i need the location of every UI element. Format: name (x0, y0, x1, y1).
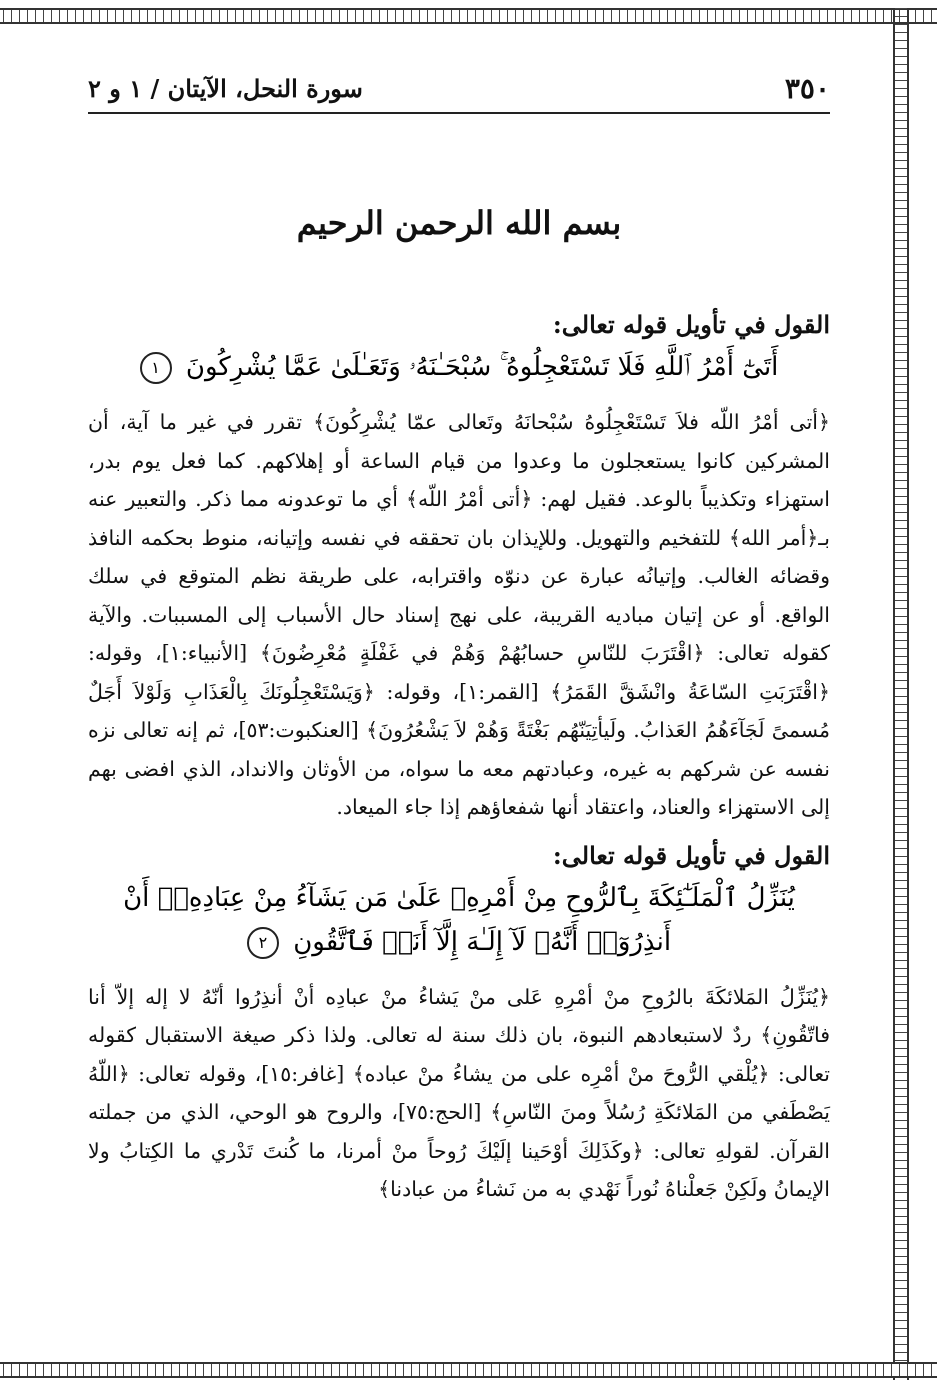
verse-number-badge: ١ (140, 352, 172, 384)
page-number: ٣٥٠ (784, 72, 830, 105)
decorative-border-top (0, 8, 937, 24)
verse-text: يُنَزِّلُ ٱلْمَلَـٰٓئِكَةَ بِٱلرُّوحِ مِنْ أَمْرِهِۦ عَلَىٰ مَن يَشَآءُ مِنْ عِبَادِهِۦٓ أَنْ أَنذِرُوٓا۟ أَنَّهُۥ لَآ إِلَـٰهَ إِلَّآ أَنَا۠ فَٱتَّقُونِ (123, 882, 795, 957)
quran-verse-2 (88, 876, 830, 964)
commentary-paragraph-1: ﴿أتى أمْرُ اللّه فلاَ تَسْتَعْجِلُوهُ سُبْحانَهُ وتَعالى عمّا يُشْرِكُونَ﴾ تقرر في غير ما آية، أن المشركين كانوا يستعجلون ما وعدوا من قيام الساعة أو إهلاكهم. كما فعل يوم بدر، استهزاء وتكذيباً بالوعد. فقيل لهم: ﴿أتى أمْرُ اللّه﴾ أي ما توعدونه مما ذكر. والتعبير عنه بـ﴿أمر الله﴾ للتفخيم والتهويل. وللإيذان بان تحققه في نفسه وإتيانه، منوط بحكمه النافذ وقضائه الغالب. وإتيانُه عبارة عن دنوّه واقترابه، على طريقة نظم المتوقع في سلك الواقع. أو عن إتيان مباديه القريبة، على نهج إسناد حال الأسباب إلى المسببات. والآية كقوله تعالى: ﴿اقْتَرَبَ للنّاسِ حسابُهُمْ وَهُمْ في غَفْلَةٍ مُعْرِضُونَ﴾ [الأنبياء:١]، وقوله: ﴿اقْتَرَبَتِ السّاعَةُ وانْشَقَّ القَمَرُ﴾ [القمر:١]، وقوله: ﴿وَيَسْتَعْجِلُونَكَ بِالْعَذَابِ وَلَوْلاَ أَجَلٌ مُسمىً لَجَآءَهُمُ العَذابُ. ولَيأتِيَنّهُم بَغْتَةً وَهُمْ لاَ يَشْعُرُونَ﴾ [العنكبوت:٥٣]، ثم إنه تعالى نزه نفسه عن شركهم به غيره، وعبادتهم معه ما سواه، من الأوثان والانداد، الذي افضى بهم إلى الاستهزاء والعناد، واعتقاد أنها شفعاؤهم إذا جاء الميعاد. (88, 410, 831, 819)
verse-text: أَتَىٰٓ أَمْرُ ٱللَّهِ فَلَا تَسْتَعْجِلُوهُ ۚ سُبْحَـٰنَهُۥ وَتَعَـٰلَىٰ عَمَّا يُشْرِكُونَ (185, 352, 779, 382)
book-page (88, 60, 830, 1209)
quran-verse-1 (88, 345, 830, 389)
running-title: سورة النحل، الآيتان / ١ و ٢ (88, 74, 363, 103)
section-heading-2: القول في تأويل قوله تعالى: (552, 840, 830, 870)
basmala-heading: بسم الله الرحمن الرحيم (296, 204, 622, 242)
decorative-border-bottom (0, 1362, 937, 1378)
section-heading-1: القول في تأويل قوله تعالى: (552, 310, 830, 339)
page-header (88, 60, 830, 114)
decorative-border-right (893, 8, 909, 1380)
commentary-paragraph-2: ﴿يُنَزِّلُ المَلائكَةَ بالرُوحِ منْ أمْرِهِ عَلى منْ يَشاءُ منْ عبادِه أنْ أنذِرُوا أنّهُ لا إله إلاّ أنا فاتّقُونِ﴾ ردٌ لاستبعادهم النبوة، بان ذلك سنة له تعالى. ولذا ذكر صيغة الاستقبال كقوله تعالى: ﴿يُلْقي الرُّوحَ منْ أمْرِه على من يشاءُ منْ عباده﴾ [غافر:١٥]، وقوله تعالى: ﴿اللّهُ يَصْطَفي من المَلائكَةِ رُسُلاً ومنَ النّاسِ﴾ [الحج:٧٥]، والروح هو الوحي، الذي من جملته القرآن. لقولهِ تعالى: ﴿وكَذَلِكَ أوْحَينا إلَيْكَ رُوحاً منْ أمرنا، ما كُنتَ تَدْري ما الكِتابُ ولا الإيمانُ ولَكِنْ جَعلْناهُ نُوراً نَهْدي به من نَشاءُ من عبادنا﴾ (88, 984, 830, 1201)
verse-number-badge: ٢ (247, 927, 279, 959)
